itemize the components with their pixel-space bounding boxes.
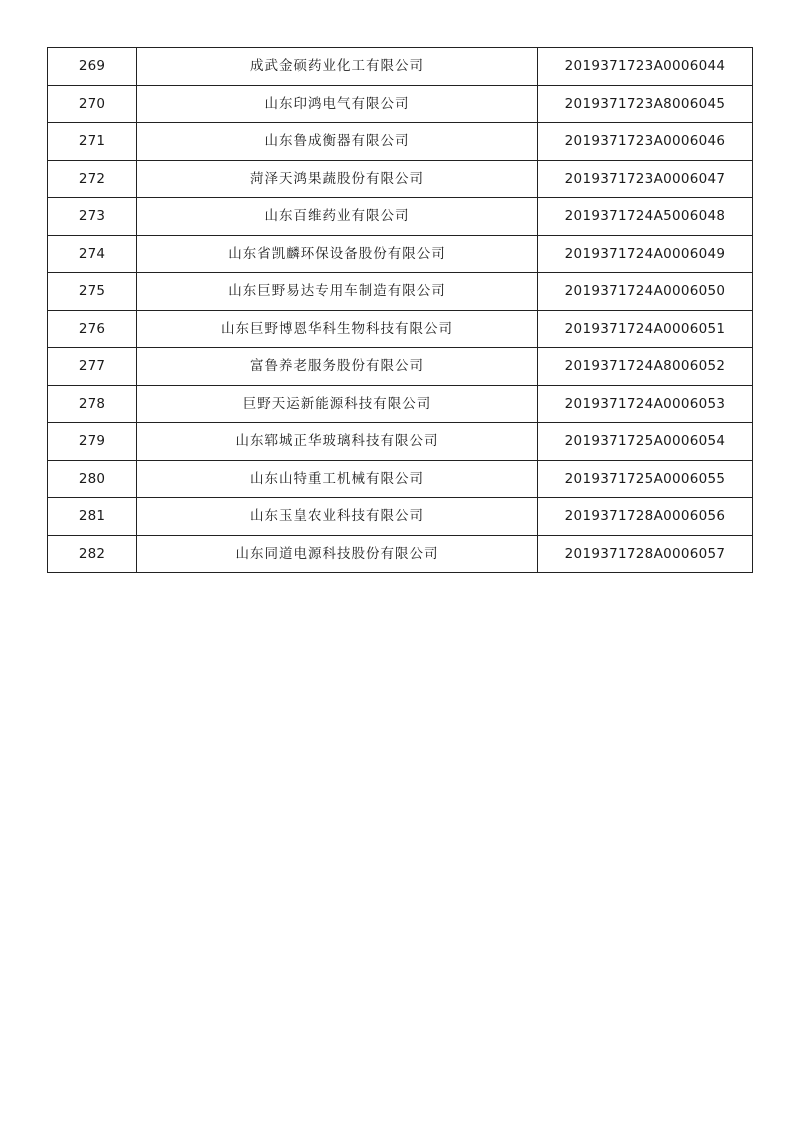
table-row (48, 48, 753, 86)
table-row (48, 310, 753, 348)
registration-code-cell: 2019371723A0006047 (538, 160, 753, 198)
company-name-cell: 成武金硕药业化工有限公司 (137, 48, 538, 86)
company-name-cell: 山东百维药业有限公司 (137, 198, 538, 236)
row-number-cell: 269 (48, 48, 137, 86)
table-row (48, 385, 753, 423)
table-row (48, 235, 753, 273)
company-name-cell: 山东山特重工机械有限公司 (137, 460, 538, 498)
company-registry-table (47, 47, 753, 573)
registration-code-cell: 2019371724A0006050 (538, 273, 753, 311)
registration-code-cell: 2019371724A0006049 (538, 235, 753, 273)
registration-code-cell: 2019371723A0006046 (538, 123, 753, 161)
table-row (48, 535, 753, 573)
table-row (48, 348, 753, 386)
registration-code-cell: 2019371723A0006044 (538, 48, 753, 86)
company-name-cell: 菏泽天鸿果蔬股份有限公司 (137, 160, 538, 198)
company-name-cell: 山东鲁成衡器有限公司 (137, 123, 538, 161)
registration-code-cell: 2019371724A8006052 (538, 348, 753, 386)
company-name-cell: 山东同道电源科技股份有限公司 (137, 535, 538, 573)
row-number-cell: 273 (48, 198, 137, 236)
row-number-cell: 276 (48, 310, 137, 348)
table-row (48, 273, 753, 311)
registration-code-cell: 2019371725A0006054 (538, 423, 753, 461)
company-name-cell: 山东印鸿电气有限公司 (137, 85, 538, 123)
row-number-cell: 281 (48, 498, 137, 536)
company-name-cell: 山东玉皇农业科技有限公司 (137, 498, 538, 536)
table-row (48, 198, 753, 236)
registration-code-cell: 2019371724A0006051 (538, 310, 753, 348)
row-number-cell: 282 (48, 535, 137, 573)
row-number-cell: 275 (48, 273, 137, 311)
company-name-cell: 山东巨野易达专用车制造有限公司 (137, 273, 538, 311)
table-row (48, 423, 753, 461)
row-number-cell: 271 (48, 123, 137, 161)
company-name-cell: 山东省凯麟环保设备股份有限公司 (137, 235, 538, 273)
row-number-cell: 272 (48, 160, 137, 198)
table-row (48, 460, 753, 498)
table-row (48, 498, 753, 536)
table-row (48, 160, 753, 198)
row-number-cell: 279 (48, 423, 137, 461)
company-name-cell: 巨野天运新能源科技有限公司 (137, 385, 538, 423)
table-row (48, 85, 753, 123)
row-number-cell: 277 (48, 348, 137, 386)
registration-code-cell: 2019371724A5006048 (538, 198, 753, 236)
company-name-cell: 山东巨野博恩华科生物科技有限公司 (137, 310, 538, 348)
row-number-cell: 270 (48, 85, 137, 123)
table-row (48, 123, 753, 161)
registration-code-cell: 2019371728A0006056 (538, 498, 753, 536)
company-name-cell: 山东郓城正华玻璃科技有限公司 (137, 423, 538, 461)
registration-code-cell: 2019371725A0006055 (538, 460, 753, 498)
registration-code-cell: 2019371728A0006057 (538, 535, 753, 573)
company-name-cell: 富鲁养老服务股份有限公司 (137, 348, 538, 386)
registration-code-cell: 2019371723A8006045 (538, 85, 753, 123)
row-number-cell: 274 (48, 235, 137, 273)
row-number-cell: 278 (48, 385, 137, 423)
registration-code-cell: 2019371724A0006053 (538, 385, 753, 423)
row-number-cell: 280 (48, 460, 137, 498)
table-body (48, 48, 753, 573)
